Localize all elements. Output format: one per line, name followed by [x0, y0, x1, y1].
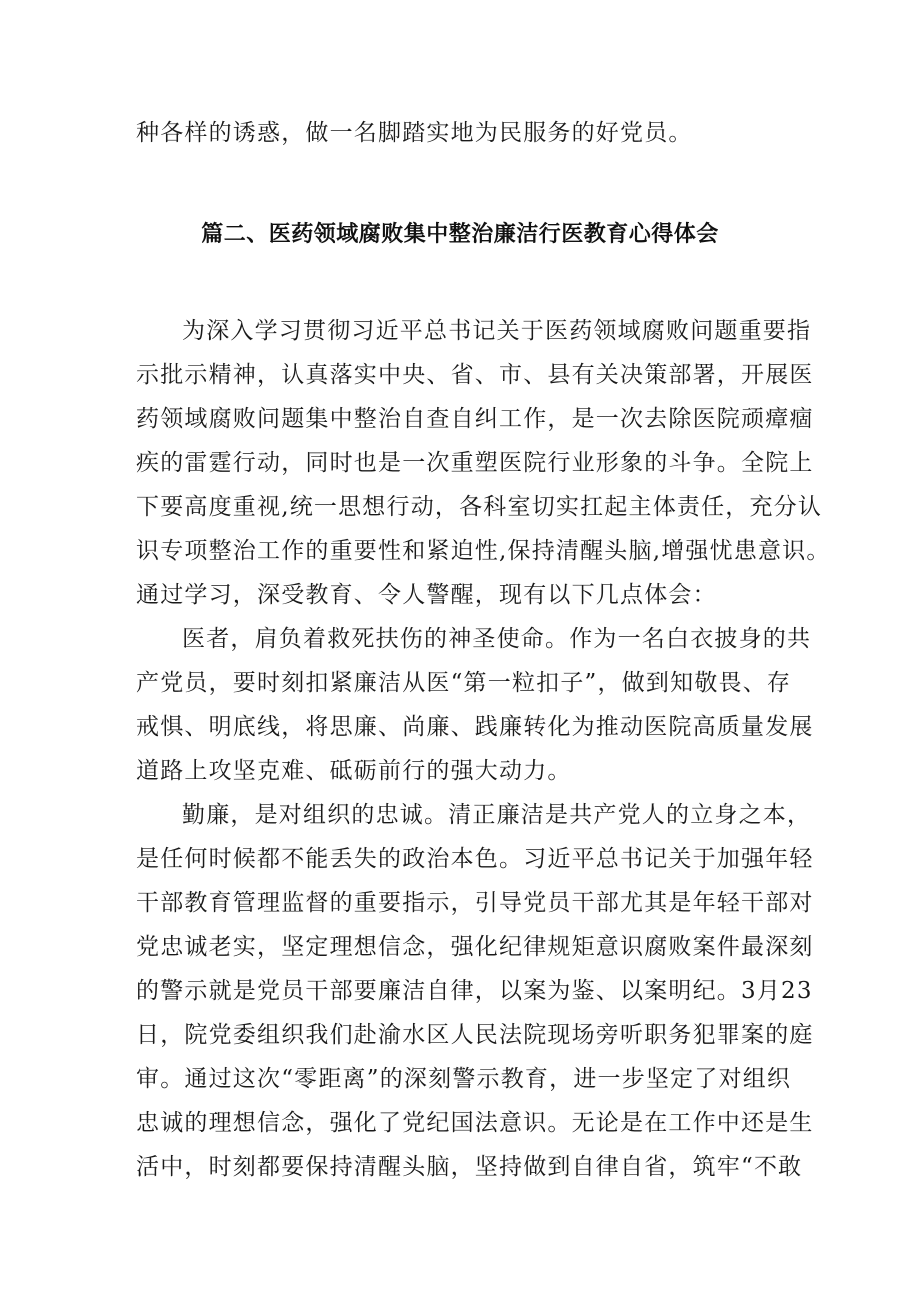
paragraph-line: 示批示精神，认真落实中央、省、市、县有关决策部署，开展医 [136, 362, 814, 388]
paragraph-line: 为深入学习贯彻习近平总书记关于医药领域腐败问题重要指 [182, 318, 812, 344]
paragraph-line: 党忠诚老实，坚定理想信念，强化纪律规矩意识腐败案件最深刻 [136, 934, 814, 960]
paragraph-line: 的警示就是党员干部要廉洁自律，以案为鉴、以案明纪。3月23 [136, 978, 813, 1004]
paragraph-line: 忠诚的理想信念，强化了党纪国法意识。无论是在工作中还是生 [136, 1110, 814, 1136]
paragraph-line: 识专项整治工作的重要性和紧迫性,保持清醒头脑,增强忧患意识。 [136, 538, 831, 564]
paragraph-line: 医者，肩负着救死扶伤的神圣使命。作为一名白衣披身的共 [182, 626, 812, 652]
paragraph-line: 下要高度重视,统一思想行动，各科室切实扛起主体责任，充分认 [136, 494, 823, 520]
paragraph-line: 是任何时候都不能丢失的政治本色。习近平总书记关于加强年轻 [136, 846, 814, 872]
paragraph-line: 干部教育管理监督的重要指示，引导党员干部尤其是年轻干部对 [136, 890, 814, 916]
paragraph-line: 疾的雷霆行动，同时也是一次重塑医院行业形象的斗争。全院上 [136, 450, 814, 476]
paragraph-line: 产党员，要时刻扣紧廉洁从医“第一粒扣子”，做到知敬畏、存 [136, 670, 792, 696]
section-heading: 篇二、医药领域腐败集中整治廉洁行医教育心得体会 [201, 222, 719, 247]
paragraph-line: 日，院党委组织我们赴渝水区人民法院现场旁听职务犯罪案的庭 [136, 1022, 814, 1048]
paragraph-line: 勤廉，是对组织的忠诚。清正廉洁是共产党人的立身之本， [182, 802, 812, 828]
paragraph-line: 通过学习，深受教育、令人警醒，现有以下几点体会： [136, 582, 717, 608]
paragraph-line: 道路上攻坚克难、砥砺前行的强大动力。 [136, 758, 572, 784]
paragraph-line: 审。通过这次“零距离”的深刻警示教育，进一步坚定了对组织 [136, 1066, 792, 1092]
paragraph-line: 药领域腐败问题集中整治自查自纠工作，是一次去除医院顽瘴痼 [136, 406, 814, 432]
paragraph-line: 活中，时刻都要保持清醒头脑，坚持做到自律自省，筑牢“不敢 [136, 1154, 803, 1180]
top-line: 种各样的诱惑，做一名脚踏实地为民服务的好党员。 [136, 120, 693, 146]
paragraph-line: 戒惧、明底线，将思廉、尚廉、践廉转化为推动医院高质量发展 [136, 714, 814, 740]
